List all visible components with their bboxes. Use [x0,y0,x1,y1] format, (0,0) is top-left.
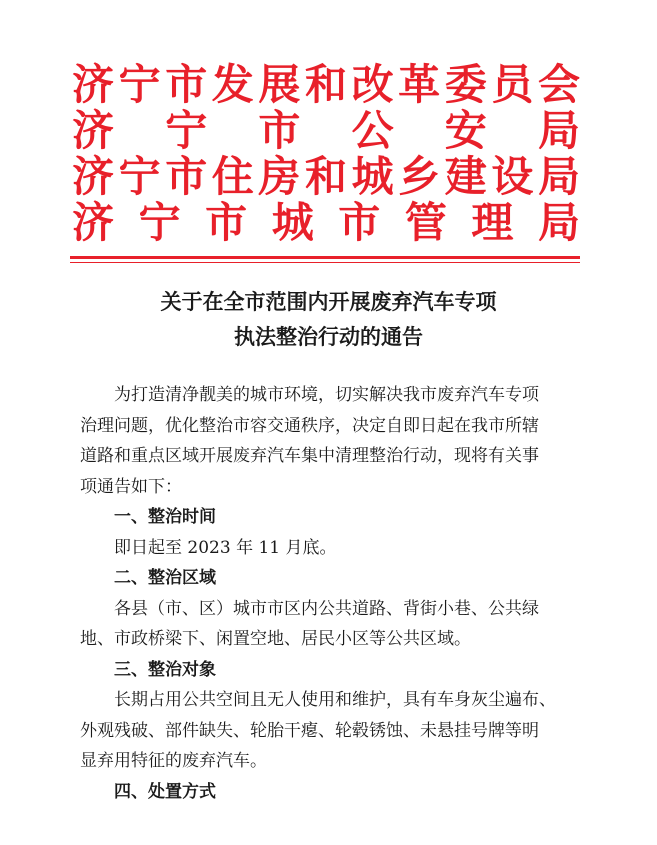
intro-line-4: 项通告如下： [80,476,182,497]
authority-line-4: 济 宁 市 城 市 管 理 局 [72,198,580,247]
notice-title-line-2: 执法整治行动的通告 [234,325,423,349]
section-heading-area: 二、整治区域 [114,568,216,588]
section-text-targets-line-1: 长期占用公共空间且无人使用和维护，具有车身灰尘遍布、 [114,690,556,710]
issuing-authorities-header [72,62,580,246]
notice-title-line-1: 关于在全市范围内开展废弃汽车专项 [160,290,497,314]
header-divider-thin [70,262,580,263]
header-divider-thick [70,256,580,259]
intro-line-1: 为打造清净靓美的城市环境，切实解决我市废弃汽车专项 [114,385,539,405]
section-text-targets-line-3: 显弃用特征的废弃汽车。 [80,751,267,771]
authority-line-3: 济 宁 市 住 房 和 城 乡 建 设 局 [72,152,580,201]
authority-line-2: 济 宁 市 公 安 局 [72,106,580,155]
notice-body [80,380,580,807]
authority-line-1: 济 宁 市 发 展 和 改 革 委 员 会 [72,60,580,109]
intro-line-3: 道路和重点区域开展废弃汽车集中清理整治行动，现将有关事 [80,446,539,466]
section-heading-disposal: 四、处置方式 [114,781,216,802]
intro-line-2: 治理问题，优化整治市容交通秩序，决定自即日起在我市所辖 [80,415,539,436]
section-heading-targets: 三、整治对象 [114,659,216,680]
section-text-targets-line-2: 外观残破、部件缺失、轮胎干瘪、轮毂锈蚀、未悬挂号牌等明 [80,720,539,741]
section-text-time: 即日起至 2023 年 11 月底。 [114,537,337,558]
section-text-area-line-1: 各县（市、区）城市市区内公共道路、背街小巷、公共绿 [114,598,539,619]
section-text-area-line-2: 地、市政桥梁下、闲置空地、居民小区等公共区域。 [80,629,471,649]
section-heading-time: 一、整治时间 [114,507,216,527]
